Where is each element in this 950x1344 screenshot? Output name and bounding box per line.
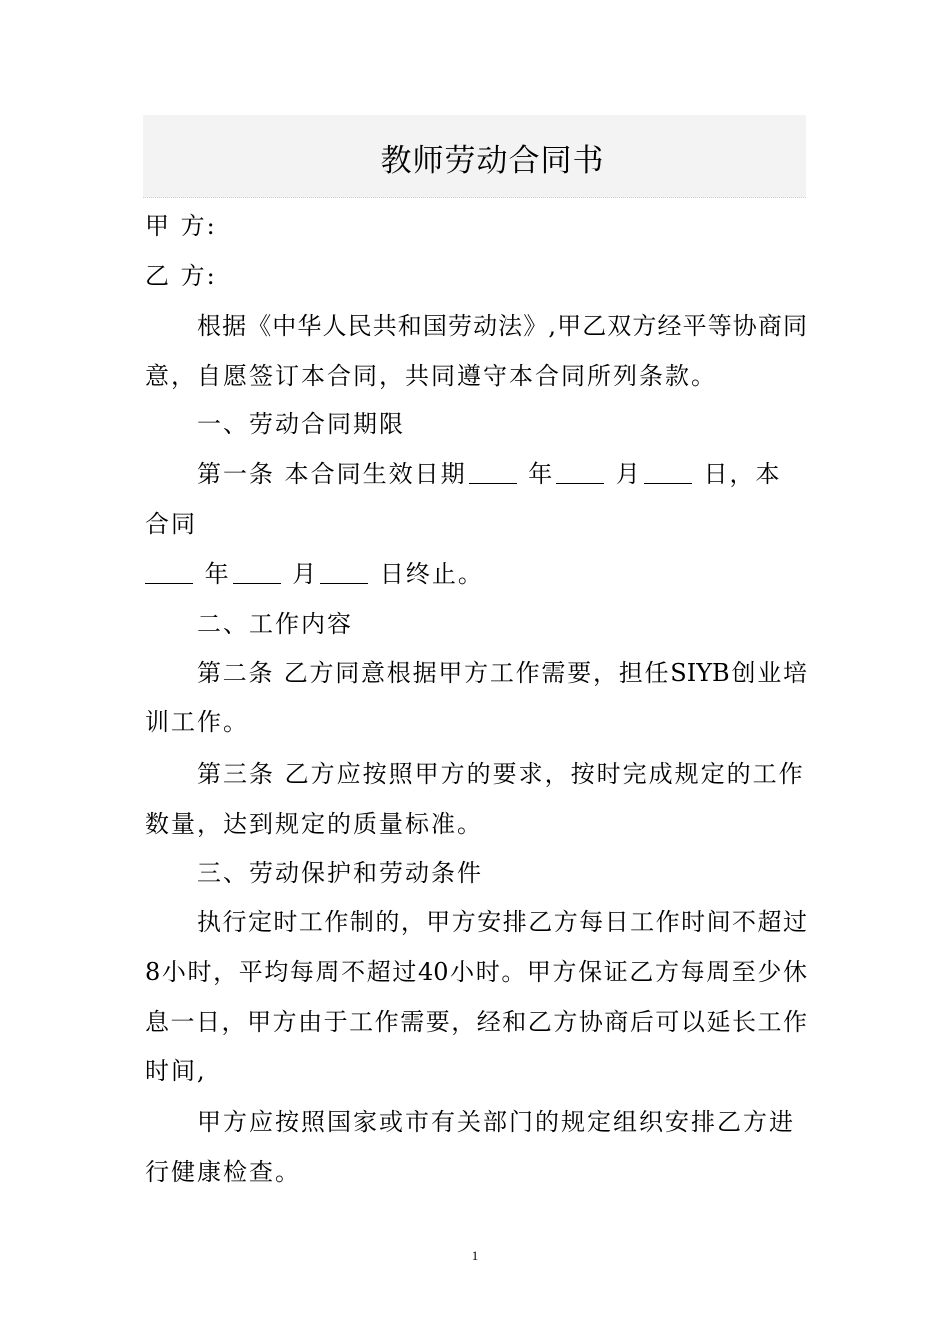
end-year-label: 年 (204, 560, 231, 588)
section-3-heading: 三、劳动保护和劳动条件 (197, 859, 483, 887)
party-b-line: 乙 方: (145, 262, 217, 290)
article-1-line-1 (197, 459, 807, 489)
preamble-line-2: 意，自愿签订本合同，共同遵守本合同所列条款。 (145, 362, 717, 390)
start-year-label: 年 (528, 460, 555, 488)
start-day-blank (644, 461, 692, 484)
document-title: 教师劳动合同书 (380, 143, 605, 179)
end-year-blank (145, 561, 193, 584)
section-3-p1-line-3: 息一日，甲方由于工作需要，经和乙方协商后可以延长工作 (145, 1008, 807, 1036)
article-3-line-2: 数量，达到规定的质量标准。 (145, 810, 483, 838)
article-3-line-1: 第三条 乙方应按照甲方的要求，按时完成规定的工作 (197, 760, 805, 788)
preamble-line-1: 根据《中华人民共和国劳动法》,甲乙双方经平等协商同 (197, 312, 807, 340)
section-3-p1-line-2: 8小时，平均每周不超过40小时。甲方保证乙方每周至少休 (145, 958, 807, 986)
title-band (143, 115, 806, 198)
party-a-line: 甲 方: (145, 212, 217, 240)
end-day-label: 日终止。 (379, 560, 484, 588)
section-3-p1-line-1: 执行定时工作制的，甲方安排乙方每日工作时间不超过 (197, 908, 807, 936)
end-month-label: 月 (292, 560, 319, 588)
start-month-blank (556, 461, 604, 484)
article-1-start-label: 第一条 本合同生效日期 (197, 460, 467, 488)
end-day-blank (320, 561, 368, 584)
article-1-line-2: 合同 (145, 510, 197, 538)
section-2-heading: 二、工作内容 (197, 610, 353, 638)
article-2-line-1: 第二条 乙方同意根据甲方工作需要，担任SIYB创业培 (197, 659, 807, 687)
end-month-blank (233, 561, 281, 584)
page-number: 1 (471, 1248, 479, 1263)
section-3-p2-line-2: 行健康检查。 (145, 1158, 301, 1186)
start-year-blank (469, 461, 517, 484)
section-1-heading: 一、劳动合同期限 (197, 410, 405, 438)
start-month-label: 月 (615, 460, 642, 488)
article-1-line-3 (145, 559, 807, 589)
section-3-p2-line-1: 甲方应按照国家或市有关部门的规定组织安排乙方进 (197, 1108, 795, 1136)
article-2-line-2: 训工作。 (145, 708, 249, 736)
start-day-label: 日，本 (703, 460, 782, 488)
section-3-p1-line-4: 时间, (145, 1057, 207, 1085)
